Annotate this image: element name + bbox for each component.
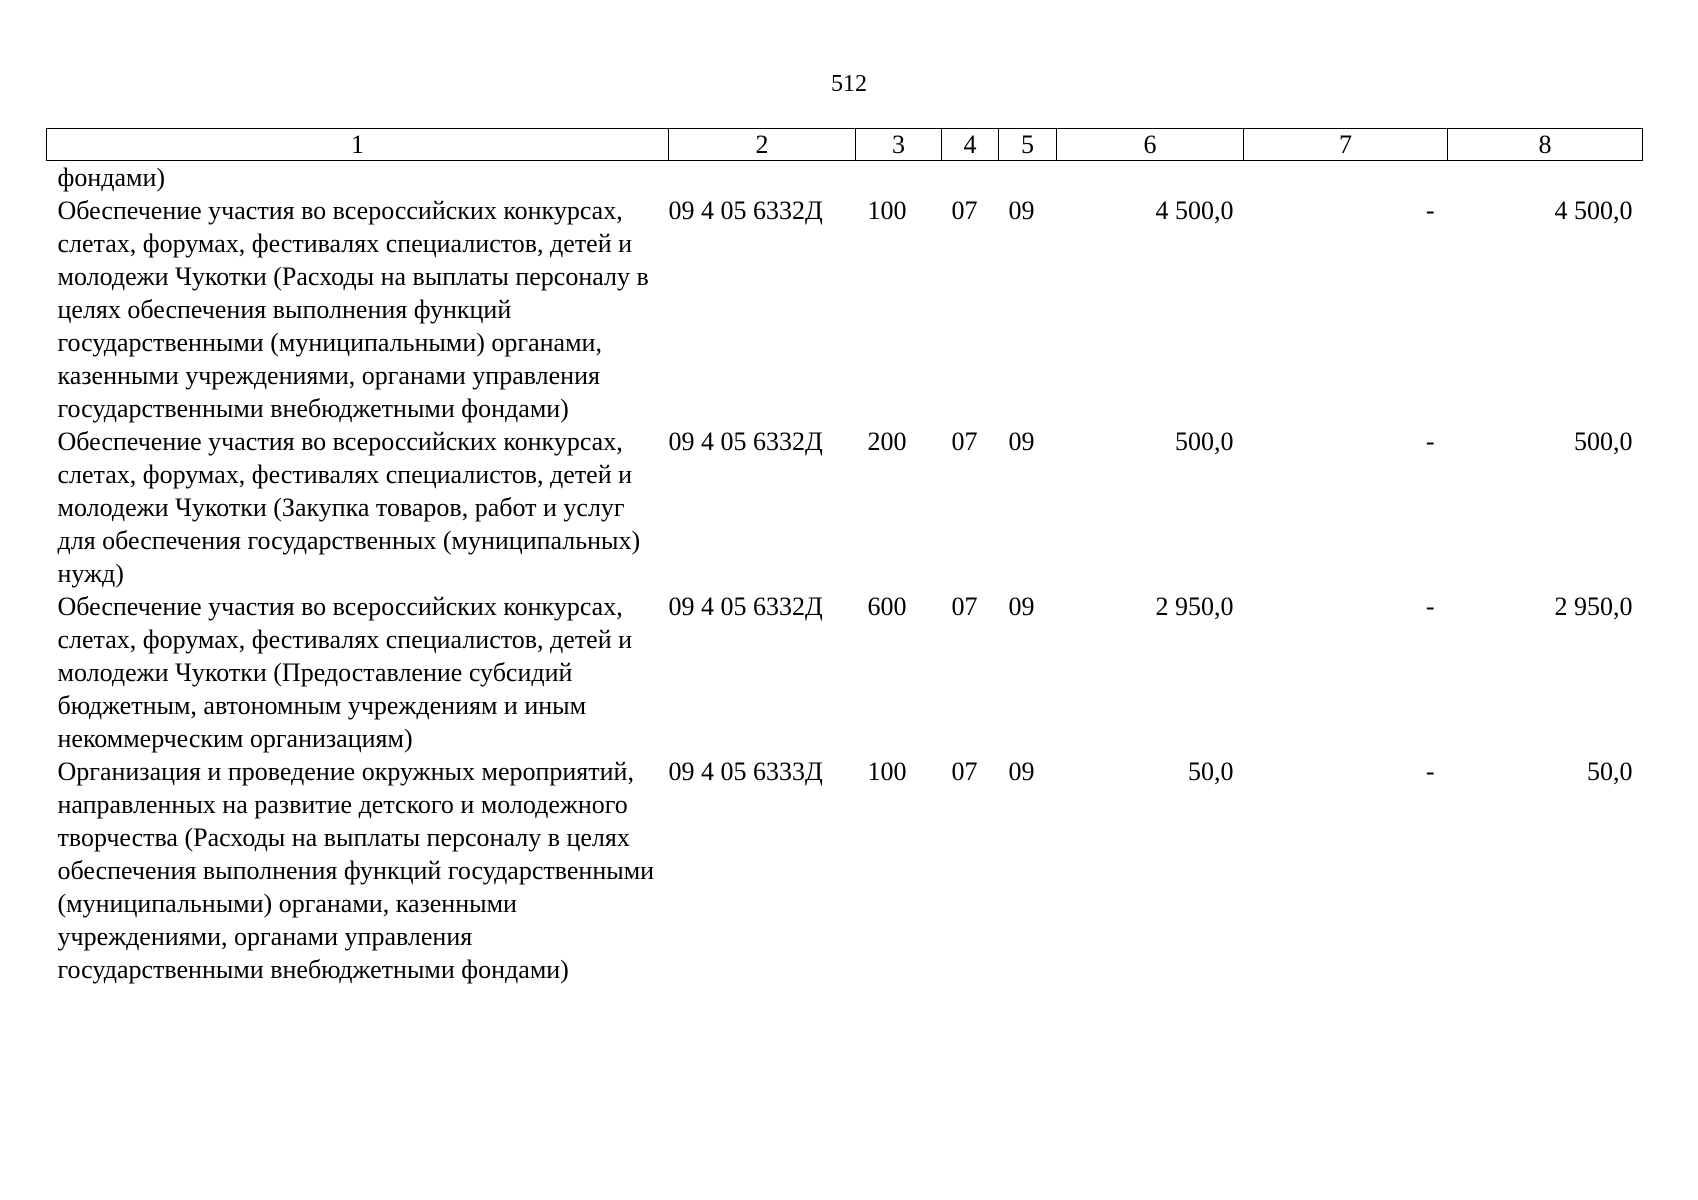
row-section: 07 [951, 592, 978, 621]
row-name: Обеспечение участия во всероссийских конкурсах, слетах, форумах, фестивалях специалистов, детей и молодежи Чукотки (Закупка товаров, работ и услуг для обеспечения государственных (муниципальных) нужд) [57, 427, 641, 588]
row-name: Обеспечение участия во всероссийских конкурсах, слетах, форумах, фестивалях специалистов, детей и молодежи Чукотки (Расходы на выплаты персоналу в целях обеспечения выполнения функций государственными (муниципальными) органами, казенными учреждениями, органами управления государственными внебюджетными фондами) [57, 196, 649, 423]
header-col-5: 5 [999, 129, 1057, 161]
continuation-text: фондами) [57, 163, 166, 192]
row-section: 07 [951, 757, 978, 786]
header-col-4: 4 [942, 129, 999, 161]
row-federal-amount: - [1425, 196, 1435, 225]
row-amount: 500,0 [1175, 427, 1234, 456]
header-col-2: 2 [669, 129, 856, 161]
row-target-code: 09 4 05 6332Д [668, 196, 823, 225]
header-col-6: 6 [1057, 129, 1244, 161]
header-col-1: 1 [47, 129, 669, 161]
table-row [47, 425, 1643, 590]
row-name: Организация и проведение окружных мероприятий, направленных на развитие детского и молодежного творчества (Расходы на выплаты персоналу в целях обеспечения выполнения функций государственными (муниципальными) органами, казенными учреждениями, органами управления государственными внебюджетными фондами) [57, 757, 655, 984]
row-subsection: 09 [1008, 757, 1035, 786]
row-name: Обеспечение участия во всероссийских конкурсах, слетах, форумах, фестивалях специалистов, детей и молодежи Чукотки (Предоставление субсидий бюджетным, автономным учреждениям и иным некоммерческим организациям) [57, 592, 633, 753]
row-total: 50,0 [1587, 757, 1633, 786]
header-col-3: 3 [856, 129, 942, 161]
row-amount: 4 500,0 [1155, 196, 1234, 225]
table-header [47, 129, 1643, 161]
row-total: 2 950,0 [1554, 592, 1633, 621]
row-total: 500,0 [1574, 427, 1633, 456]
row-federal-amount: - [1425, 757, 1435, 786]
budget-table [46, 128, 1643, 986]
table-body [47, 161, 1643, 987]
header-col-8: 8 [1448, 129, 1643, 161]
table-row [47, 194, 1643, 425]
row-expense-type: 100 [867, 196, 907, 225]
row-section: 07 [951, 427, 978, 456]
table-row [47, 590, 1643, 755]
row-target-code: 09 4 05 6333Д [668, 757, 823, 786]
row-federal-amount: - [1425, 592, 1435, 621]
table-row [47, 755, 1643, 986]
row-total: 4 500,0 [1554, 196, 1633, 225]
row-federal-amount: - [1425, 427, 1435, 456]
row-expense-type: 100 [867, 757, 907, 786]
row-expense-type: 600 [867, 592, 907, 621]
row-target-code: 09 4 05 6332Д [668, 592, 823, 621]
row-amount: 50,0 [1188, 757, 1234, 786]
row-target-code: 09 4 05 6332Д [668, 427, 823, 456]
page-number: 512 [831, 71, 867, 97]
row-subsection: 09 [1008, 427, 1035, 456]
row-subsection: 09 [1008, 592, 1035, 621]
header-col-7: 7 [1244, 129, 1448, 161]
row-expense-type: 200 [867, 427, 907, 456]
row-amount: 2 950,0 [1155, 592, 1234, 621]
row-subsection: 09 [1008, 196, 1035, 225]
row-section: 07 [951, 196, 978, 225]
continuation-row [47, 161, 1643, 195]
header-row [47, 129, 1643, 161]
